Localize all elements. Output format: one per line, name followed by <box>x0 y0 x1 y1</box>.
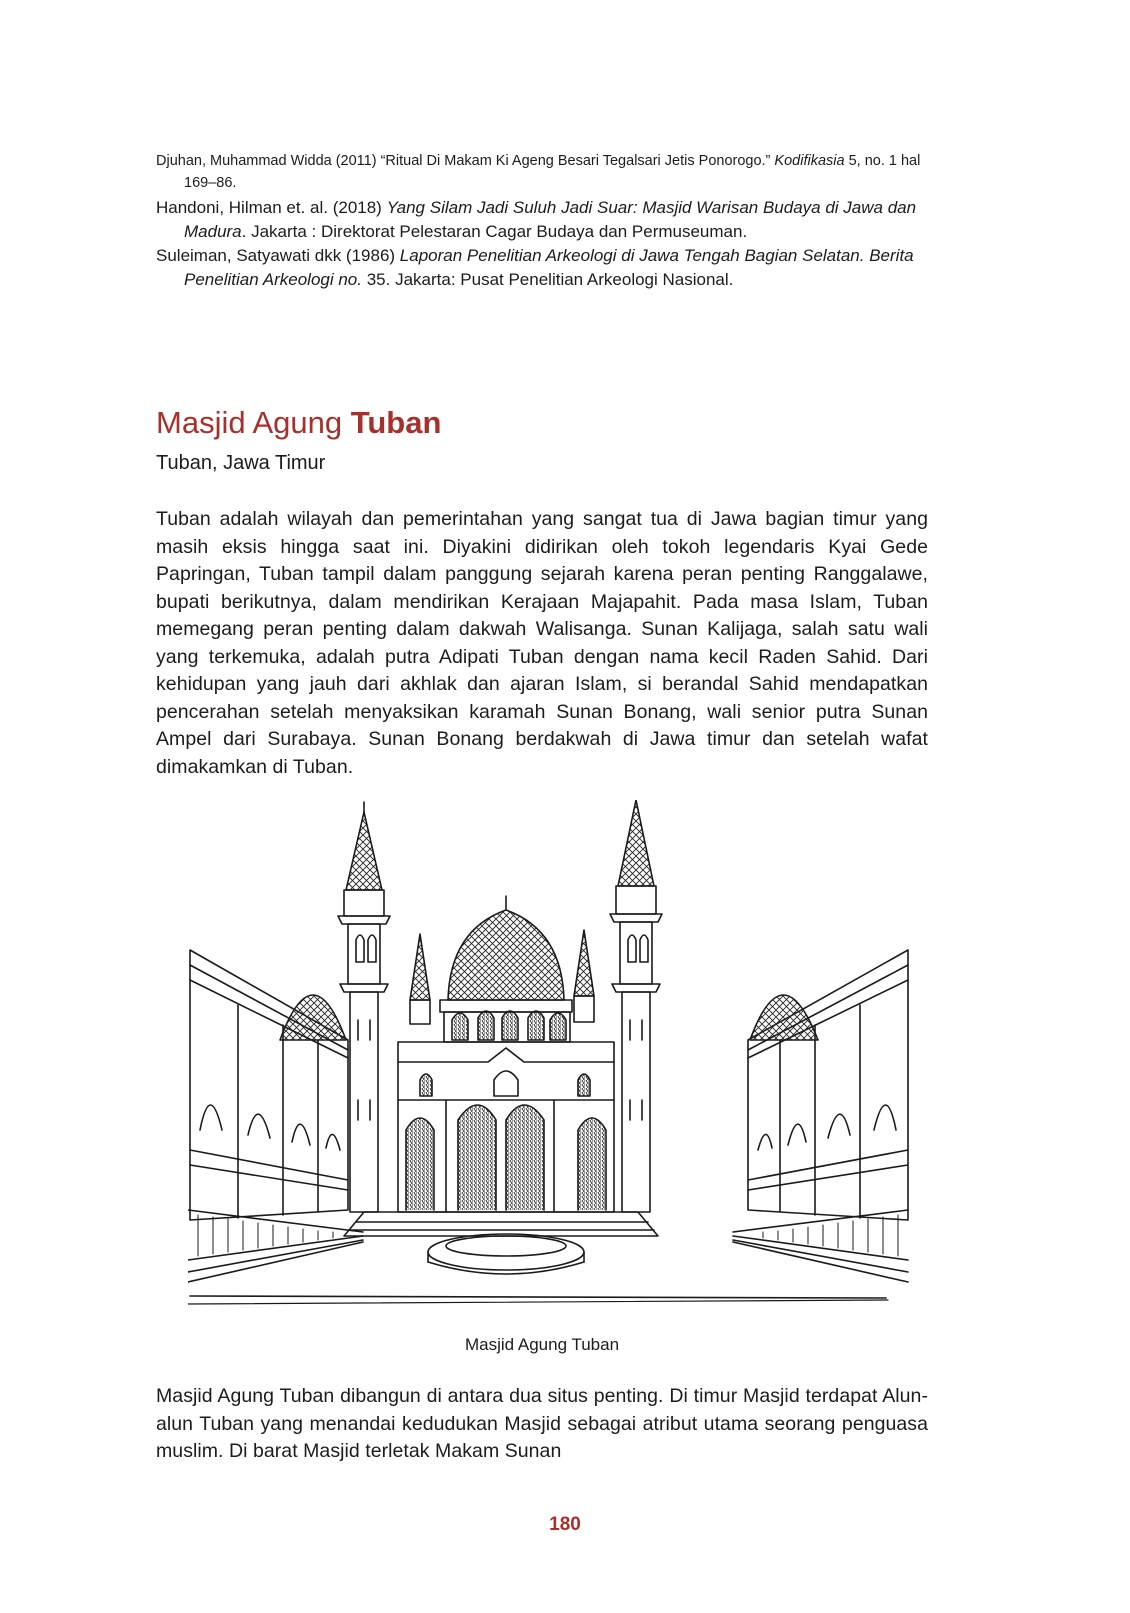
reference-list <box>156 150 936 292</box>
reference-djuhan <box>156 150 936 194</box>
title-regular: Masjid Agung <box>156 405 351 440</box>
page-number: 180 <box>549 1514 581 1535</box>
reference-text: Suleiman, Satyawati dkk (1986) <box>156 246 400 265</box>
reference-text: 5, no. 1 hal 169–86. <box>184 153 921 191</box>
reference-book-title: Laporan Penelitian Arkeologi di Jawa Tengah Bagian Selatan. Berita Penelitian Arkeologi no. <box>184 246 914 289</box>
body-paragraph-1: Tuban adalah wilayah dan pemerintahan yang sangat tua di Jawa bagian timur yang masih eksis hingga saat ini. Diyakini didirikan oleh tokoh legendaris Kyai Gede Papringan, Tuban tampil dalam panggung sejarah karena peran penting Ranggalawe, bupati berikutnya, dalam mendirikan Kerajaan Majapahit. Pada masa Islam, Tuban memegang peran penting dalam dakwah Walisanga. Sunan Kalijaga, salah satu wali yang terkemuka, adalah putra Adipati Tuban dengan nama kecil Raden Sahid. Dari kehidupan yang jauh dari akhlak dan ajaran Islam, si berandal Sahid mendapatkan pencerahan setelah menyaksikan karamah Sunan Bonang, wali senior putra Sunan Ampel dari Surabaya. Sunan Bonang berdakwah di Jawa timur dan setelah wafat dimakamkan di Tuban. <box>156 508 928 778</box>
reference-journal: Kodifikasia <box>774 153 845 169</box>
section-subtitle: Tuban, Jawa Timur <box>156 452 326 474</box>
reference-text: Djuhan, Muhammad Widda (2011) “Ritual Di Makam Ki Ageng Besari Tegalsari Jetis Ponorogo.” <box>156 153 775 169</box>
figure-caption: Masjid Agung Tuban <box>464 1335 620 1354</box>
reference-suleiman <box>156 244 936 292</box>
mosque-sketch-illustration <box>188 800 910 1330</box>
body-paragraph-2: Masjid Agung Tuban dibangun di antara dua situs penting. Di timur Masjid terdapat Alun-alun Tuban yang menandai kedudukan Masjid sebagai atribut utama seorang penguasa muslim. Di barat Masjid terletak Makam Sunan <box>156 1385 928 1462</box>
reference-text: 35. Jakarta: Pusat Penelitian Arkeologi Nasional. <box>362 270 734 289</box>
reference-book-title: Yang Silam Jadi Suluh Jadi Suar: Masjid Warisan Budaya di Jawa dan Madura <box>184 198 917 241</box>
reference-handoni <box>156 196 936 244</box>
reference-text: Handoni, Hilman et. al. (2018) <box>156 198 387 217</box>
reference-text: . Jakarta : Direktorat Pelestaran Cagar Budaya dan Permuseuman. <box>241 222 748 241</box>
title-bold: Tuban <box>350 405 442 440</box>
section-title <box>156 404 441 442</box>
